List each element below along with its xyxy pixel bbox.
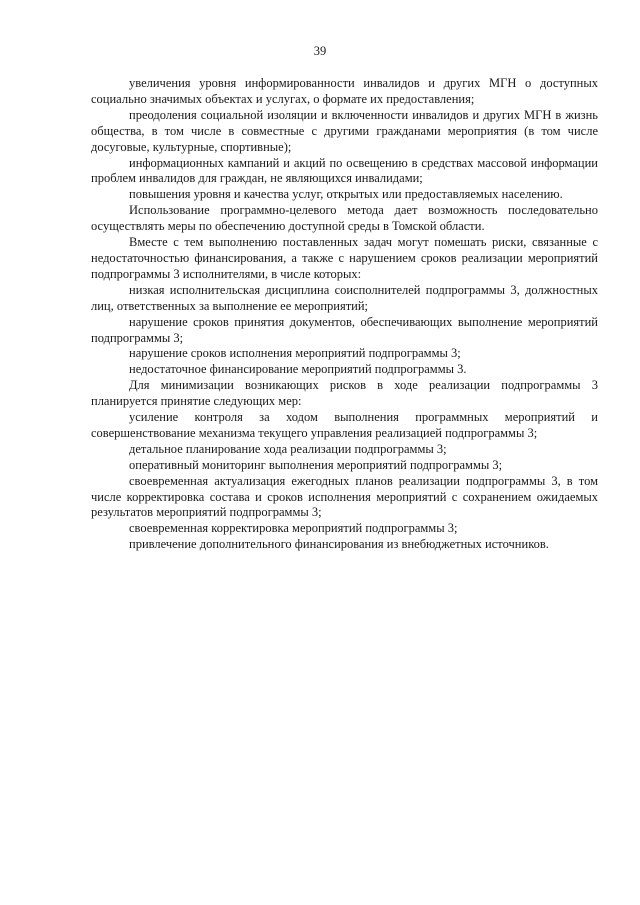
paragraph: недостаточное финансирование мероприятий подпрограммы 3.	[129, 362, 467, 377]
paragraph: Использование программно-целевого метода дает возможность последовательно осуществлять меры по обеспечению доступной среды в Томской области.	[91, 203, 598, 234]
paragraph: нарушение сроков исполнения мероприятий подпрограммы 3;	[129, 346, 461, 361]
paragraph: усиление контроля за ходом выполнения программных мероприятий и совершенствование механизма текущего управления реализацией подпрограммы 3;	[91, 410, 598, 440]
paragraph: повышения уровня и качества услуг, открытых или предоставляемых населению.	[129, 187, 563, 202]
paragraph: своевременная корректировка мероприятий подпрограммы 3;	[129, 521, 458, 536]
document-body	[91, 76, 598, 553]
paragraph: Вместе с тем выполнению поставленных задач могут помешать риски, связанные с недостаточностью финансирования, а также с нарушением сроков реализации мероприятий подпрограммы 3 исполнителями, в числе которых:	[91, 235, 598, 281]
paragraph: преодоления социальной изоляции и включенности инвалидов и других МГН в жизнь общества, в том числе в совместные с другими гражданами мероприятия (в том числе досуговые, культурные, спортивные);	[91, 107, 598, 154]
paragraph: детальное планирование хода реализации подпрограммы 3;	[129, 441, 447, 456]
paragraph: Для минимизации возникающих рисков в ходе реализации подпрограммы 3 планируется принятие следующих мер:	[91, 378, 598, 409]
paragraph: привлечение дополнительного финансирования из внебюджетных источников.	[129, 537, 549, 552]
paragraph: своевременная актуализация ежегодных планов реализации подпрограммы 3, в том числе корректировка состава и сроков исполнения мероприятий с сохранением ожидаемых результатов мероприятий подпрограммы 3;	[91, 473, 598, 520]
paragraph: увеличения уровня информированности инвалидов и других МГН о доступных социально значимых объектах и услугах, о формате их предоставления;	[91, 76, 598, 106]
paragraph: нарушение сроков принятия документов, обеспечивающих выполнение мероприятий подпрограммы 3;	[91, 314, 598, 345]
paragraph: информационных кампаний и акций по освещению в средствах массовой информации проблем инвалидов для граждан, не являющихся инвалидами;	[91, 155, 598, 186]
paragraph: оперативный мониторинг выполнения мероприятий подпрограммы 3;	[129, 457, 503, 472]
page-number: 39	[313, 44, 327, 58]
paragraph: низкая исполнительская дисциплина соисполнителей подпрограммы 3, должностных лиц, ответственных за выполнение ее мероприятий;	[91, 282, 598, 313]
